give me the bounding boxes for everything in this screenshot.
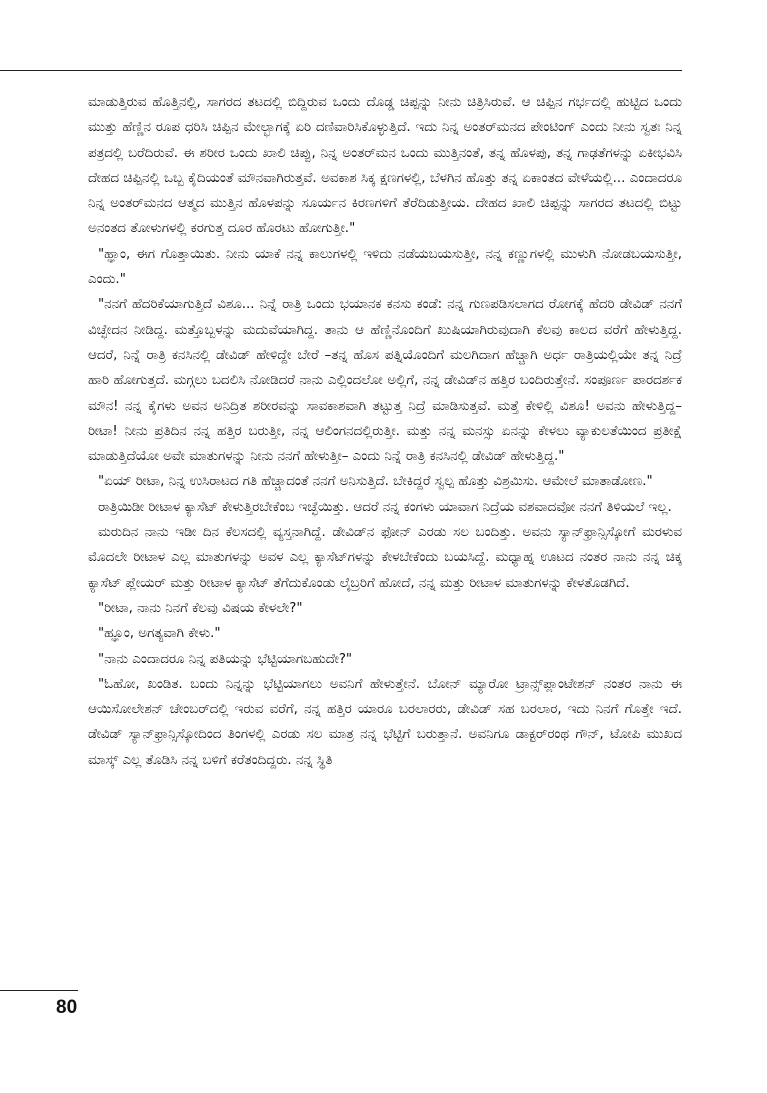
paragraph-10: "ಓಹೋ, ಖಂಡಿತ. ಬಂದು ನಿನ್ನನ್ನು ಭೆಟ್ಟಿಯಾಗಲು ಅವನಿಗೆ ಹೇಳುತ್ತೇನೆ. ಬೋನ್ ಮ್ಯಾರೋ ಟ್ರಾನ್ಸ್‌ಪ್ಲಾಂಟೇಶನ್ ನಂತರ ನಾನು ಈ ಆಯಿಸೋಲೇಶನ್ ಚೇಂಬರ್‌ದಲ್ಲಿ ಇರುವ ವರೆಗೆ, ನನ್ನ ಹತ್ತಿರ ಯಾರೂ ಬರಲಾರರು, ಡೇವಿಡ್ ಸಹ ಬರಲಾರ, ಇದು ನಿನಗೆ ಗೊತ್ತೇ ಇದೆ. ಡೇವಿಡ್ ಸ್ಯಾನ್‌ಫ್ರಾನ್ಸಿಸ್ಕೋದಿಂದ ತಿಂಗಳಲ್ಲಿ ಎರಡು ಸಲ ಮಾತ್ರ ನನ್ನ ಭೆಟ್ಟಿಗೆ ಬರುತ್ತಾನೆ. ಅವನಿಗೂ ಡಾಕ್ಟರ್‌ರಂಥ ಗೌನ್, ಟೋಪಿ ಮುಖದ ಮಾಸ್ಕ್ ಎಲ್ಲ ತೊಡಿಸಿ ನನ್ನ ಬಳಿಗೆ ಕರೆತಂದಿದ್ದರು. ನನ್ನ ಸ್ಥಿತಿ [88,676,682,768]
paragraph-2: "ಹ್ಞಾಂ, ಈಗ ಗೊತ್ತಾಯಿತು. ನೀನು ಯಾಕೆ ನನ್ನ ಕಾಲುಗಳಲ್ಲಿ ಇಳಿದು ನಡೆಯಬಯಸುತ್ತೀ, ನನ್ನ ಕಣ್ಣುಗಳಲ್ಲಿ ಮುಳುಗಿ ನೋಡಬಯಸುತ್ತೀ, ಎಂದು." [88,246,682,288]
paragraph-7: "ರೀಟಾ, ನಾನು ನಿನಗೆ ಕೆಲವು ವಿಷಯ ಕೇಳಲೇ?" [98,600,303,616]
paragraph-3: "ನನಗೆ ಹೆದರಿಕೆಯಾಗುತ್ತಿದೆ ವಿಶೂ... ನಿನ್ನೆ ರಾತ್ರಿ ಒಂದು ಭಯಾನಕ ಕನಸು ಕಂಡೆ: ನನ್ನ ಗುಣಪಡಿಸಲಾಗದ ರೋಗಕ್ಕೆ ಹೆದರಿ ಡೇವಿಡ್ ನನಗೆ ವಿಚ್ಛೇದನ ನೀಡಿದ್ದ. ಮತ್ತೊಬ್ಬಳನ್ನು ಮದುವೆಯಾಗಿದ್ದ. ತಾನು ಆ ಹೆಣ್ಣಿನೊಂದಿಗೆ ಖುಷಿಯಾಗಿರುವುದಾಗಿ ಕೆಲವು ಕಾಲದ ವರೆಗೆ ಹೇಳುತ್ತಿದ್ದ. ಆದರೆ, ನಿನ್ನೆ ರಾತ್ರಿ ಕನಸಿನಲ್ಲಿ ಡೇವಿಡ್ ಹೇಳಿದ್ದೇ ಬೇರೆ –ತನ್ನ ಹೊಸ ಪತ್ನಿಯೊಂದಿಗೆ ಮಲಗಿದಾಗ ಹೆಚ್ಚಾಗಿ ಅರ್ಧ ರಾತ್ರಿಯಲ್ಲಿಯೇ ತನ್ನ ನಿದ್ರೆ ಹಾರಿ ಹೋಗುತ್ತದೆ. ಮಗ್ಗಲು ಬದಲಿಸಿ ನೋಡಿದರೆ ನಾನು ಎಲ್ಲಿಂದಲೋ ಅಲ್ಲಿಗೆ, ನನ್ನ ಡೇವಿಡ್‌ನ ಹತ್ತಿರ ಬಂದಿರುತ್ತೇನೆ. ಸಂಪೂರ್ಣ ಪಾರದರ್ಶಕ ಮೌನ! ನನ್ನ ಕೈಗಳು ಅವನ ಅನಿದ್ರಿತ ಶರೀರವನ್ನು ಸಾವಕಾಶವಾಗಿ ತಟ್ಟುತ್ತ ನಿದ್ರೆ ಮಾಡಿಸುತ್ತವೆ. ಮತ್ತೆ ಕೇಳಿಲ್ಲಿ ವಿಶೂ! ಅವನು ಹೇಳುತ್ತಿದ್ದ– ರೀಟಾ! ನೀನು ಪ್ರತಿದಿನ ನನ್ನ ಹತ್ತಿರ ಬರುತ್ತೀ, ನನ್ನ ಆಲಿಂಗನದಲ್ಲಿರುತ್ತೀ. ಮತ್ತು ನನ್ನ ಮನಸ್ಸು ಏನನ್ನು ಕೇಳಲು ವ್ಯಾಕುಲತೆಯಿಂದ ಪ್ರತೀಕ್ಷೆ ಮಾಡುತ್ತಿದೆಯೋ ಅವೇ ಮಾತುಗಳನ್ನು ನೀನು ನನಗೆ ಹೇಳುತ್ತೀ– ಎಂದು ನಿನ್ನೆ ರಾತ್ರಿ ಕನಸಿನಲ್ಲಿ ಡೇವಿಡ್ ಹೇಳುತ್ತಿದ್ದ." [88,297,682,465]
top-rule [0,70,682,71]
paragraph-6: ಮರುದಿನ ನಾನು ಇಡೀ ದಿನ ಕೆಲಸದಲ್ಲಿ ವ್ಯಸ್ತನಾಗಿದ್ದೆ. ಡೇವಿಡ್‌ನ ಫೋನ್ ಎರಡು ಸಲ ಬಂದಿತ್ತು. ಅವನು ಸ್ಯಾನ್‌ಫ್ರಾನ್ಸಿಸ್ಕೋಗೆ ಮರಳುವ ಮೊದಲೇ ರೀಟಾಳ ಎಲ್ಲ ಮಾತುಗಳನ್ನು ಅವಳ ಎಲ್ಲ ಕ್ಯಾಸೆಟ್‌ಗಳನ್ನು ಕೇಳಬೇಕೆಂದು ಬಯಸಿದ್ದೆ. ಮಧ್ಯಾಹ್ನ ಊಟದ ನಂತರ ನಾನು ನನ್ನ ಚಿಕ್ಕ ಕ್ಯಾಸೆಟ್ ಪ್ಲೇಯರ್ ಮತ್ತು ರೀಟಾಳ ಕ್ಯಾಸೆಟ್ ತೆಗೆದುಕೊಂಡು ಲೈಬ್ರರಿಗೆ ಹೋದೆ, ನನ್ನ ಮತ್ತು ರೀಟಾಳ ಮಾತುಗಳನ್ನು ಕೇಳತೊಡಗಿದೆ. [88,525,682,591]
paragraph-4: "ಏಯ್ ರೀಟಾ, ನಿನ್ನ ಉಸಿರಾಟದ ಗತಿ ಹೆಚ್ಚಾದಂತೆ ನನಗೆ ಅನಿಸುತ್ತಿದೆ. ಬೇಕಿದ್ದರೆ ಸ್ವಲ್ಪ ಹೊತ್ತು ವಿಶ್ರಮಿಸು. ಆಮೇಲೆ ಮಾತಾಡೋಣ." [98,474,653,490]
paragraph-9: "ನಾನು ಎಂದಾದರೂ ನಿನ್ನ ಪತಿಯನ್ನು ಭೆಟ್ಟಿಯಾಗಬಹುದೇ?" [98,651,353,667]
paragraph-1: ಮಾಡುತ್ತಿರುವ ಹೊತ್ತಿನಲ್ಲಿ, ಸಾಗರದ ತಟದಲ್ಲಿ ಬಿದ್ದಿರುವ ಒಂದು ದೊಡ್ಡ ಚಿಪ್ಪನ್ನು ನೀನು ಚಿತ್ರಿಸಿರುವೆ. ಆ ಚಿಪ್ಪಿನ ಗರ್ಭದಲ್ಲಿ ಹುಟ್ಟಿದ ಒಂದು ಮುತ್ತು ಹೆಣ್ಣಿನ ರೂಪ ಧರಿಸಿ ಚಿಪ್ಪಿನ ಮೇಲ್ಭಾಗಕ್ಕೆ ಏರಿ ದಣಿವಾರಿಸಿಕೊಳ್ಳುತ್ತಿದೆ. ಇದು ನಿನ್ನ ಅಂತರ್‌ಮನದ ಪೇಂಟಿಂಗ್ ಎಂದು ನೀನು ಸ್ವತಃ ನಿನ್ನ ಪತ್ರದಲ್ಲಿ ಬರೆದಿರುವೆ. ಈ ಶರೀರ ಒಂದು ಖಾಲಿ ಚಿಪ್ಪು, ನಿನ್ನ ಅಂತರ್‌ಮನ ಒಂದು ಮುತ್ತಿನಂತೆ, ತನ್ನ ಹೊಳಪು, ತನ್ನ ಗಾಢತೆಗಳನ್ನು ಏಕೀಭವಿಸಿ ದೇಹದ ಚಿಪ್ಪಿನಲ್ಲಿ ಒಬ್ಬ ಕೈದಿಯಂತೆ ಮೌನವಾಗಿರುತ್ತವೆ. ಅವಕಾಶ ಸಿಕ್ಕ ಕ್ಷಣಗಳಲ್ಲಿ, ಬೆಳಗಿನ ಹೊತ್ತು ತನ್ನ ಏಕಾಂತದ ವೇಳೆಯಲ್ಲಿ... ಎಂದಾದರೂ ನಿನ್ನ ಅಂತರ್‌ಮನದ ಆತ್ಮದ ಮುತ್ತಿನ ಹೊಳಪನ್ನು ಸೂರ್ಯನ ಕಿರಣಗಳಿಗೆ ತೆರೆದಿಡುತ್ತೀಯ. ದೇಹದ ಖಾಲಿ ಚಿಪ್ಪನ್ನು ಸಾಗರದ ತಟದಲ್ಲಿ ಬಿಟ್ಟು ಅನಂತದ ತೋಳುಗಳಲ್ಲಿ ಕರಗುತ್ತ ದೂರ ಹೊರಟು ಹೋಗುತ್ತೀ." [88,95,682,237]
paragraph-5: ರಾತ್ರಿಯಿಡೀ ರೀಟಾಳ ಕ್ಯಾಸೆಟ್ ಕೇಳುತ್ತಿರಬೇಕೆಂಬ ಇಚ್ಛೆಯಿತ್ತು. ಆದರೆ ನನ್ನ ಕಂಗಳು ಯಾವಾಗ ನಿದ್ರೆಯ ವಶವಾದವೋ ನನಗೆ ತಿಳಿಯಲೆ ಇಲ್ಲ. [98,499,672,515]
footer-rule [0,990,78,991]
page-body [88,90,682,773]
paragraph-8: "ಹ್ಞೂಂ, ಅಗತ್ಯವಾಗಿ ಕೇಳು." [98,626,221,642]
page-number: 80 [56,997,78,1018]
